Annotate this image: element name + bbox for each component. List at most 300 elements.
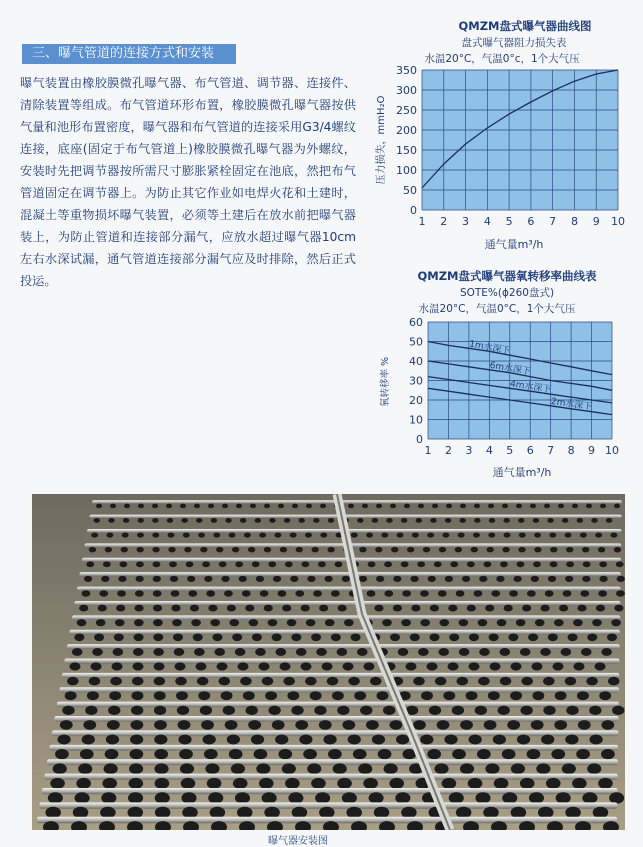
aerator-disc <box>533 561 541 567</box>
aerator-disc <box>556 792 571 803</box>
aerator-disc <box>224 590 233 597</box>
aerator-disc <box>518 547 525 553</box>
aerator-disc <box>91 662 102 670</box>
aerator-disc <box>456 590 465 597</box>
aerator-disc <box>401 619 411 626</box>
aerator-disc <box>94 634 104 642</box>
aerator-disc <box>420 735 433 745</box>
aerator-disc <box>154 691 166 700</box>
aerator-disc <box>84 576 92 582</box>
aerator-disc <box>351 634 361 642</box>
aerator-pipe <box>42 788 617 794</box>
aerator-disc <box>313 518 319 523</box>
aerator-disc <box>114 634 124 642</box>
aerator-disc <box>577 605 586 612</box>
aerator-disc <box>319 720 332 730</box>
aerator-disc <box>301 605 310 612</box>
aerator-disc <box>311 778 326 789</box>
aerator-disc <box>386 518 392 523</box>
aerator-disc <box>322 662 333 670</box>
aerator-disc <box>134 634 144 642</box>
aerator-disc <box>217 662 228 670</box>
aerator-disc <box>520 706 532 715</box>
aerator-disc <box>325 619 335 626</box>
aerator-disc <box>210 807 226 819</box>
aerator-pipe <box>92 500 622 504</box>
aerator-disc <box>532 691 544 700</box>
chart2-xlabel: 通气量m³/h <box>492 466 552 479</box>
aerator-disc <box>444 735 457 745</box>
aerator-disc <box>179 749 193 759</box>
aerator-disc <box>264 605 273 612</box>
aerator-disc <box>384 763 398 774</box>
aerator-disc <box>565 807 581 819</box>
aerator-disc <box>268 619 278 626</box>
aerator-disc <box>469 662 480 670</box>
aerator-disc <box>188 590 197 597</box>
aerator-disc <box>328 749 342 759</box>
oxygen-transfer-chart-svg <box>362 262 634 486</box>
aerator-disc <box>101 792 116 803</box>
aerator-disc <box>354 691 366 700</box>
aerator-disc <box>175 662 186 670</box>
aerator-disc <box>459 619 469 626</box>
aerator-disc <box>328 518 334 523</box>
c2-ytick-label: 60 <box>409 316 423 329</box>
aerator-disc <box>434 763 448 774</box>
aerator-disc <box>460 518 466 523</box>
aerator-disc <box>133 648 144 656</box>
aerator-disc <box>92 648 103 656</box>
aerator-disc <box>612 706 624 715</box>
aerator-disc <box>248 547 255 553</box>
aerator-disc <box>565 735 578 745</box>
aerator-disc <box>374 605 383 612</box>
aerator-disc <box>598 547 605 553</box>
aerator-disc <box>580 590 589 597</box>
aerator-disc <box>319 605 328 612</box>
aerator-disc <box>154 749 168 759</box>
c2-xtick-label: 5 <box>506 444 514 457</box>
aerator-disc <box>609 792 624 803</box>
aerator-disc <box>132 691 144 700</box>
aerator-disc <box>53 763 67 774</box>
aerator-disc <box>553 662 564 670</box>
aerator-disc <box>204 576 212 582</box>
chart2-ylabel: 氧转移率 % <box>380 356 391 408</box>
aerator-disc <box>245 605 254 612</box>
aerator-disc <box>462 576 470 582</box>
aerator-disc <box>106 532 113 537</box>
aerator-disc <box>180 504 186 509</box>
aerator-disc <box>360 706 372 715</box>
aerator-disc <box>544 504 550 509</box>
aerator-disc <box>343 662 354 670</box>
aerator-disc <box>595 532 602 537</box>
aerator-disc <box>527 590 536 597</box>
aerator-disc <box>383 706 395 715</box>
aerator-disc <box>475 706 487 715</box>
aerator-disc <box>582 792 597 803</box>
aerator-disc <box>314 706 326 715</box>
aerator-disc <box>357 648 368 656</box>
aerator-disc <box>264 807 280 819</box>
aerator-disc <box>137 532 144 537</box>
aerator-disc <box>315 792 330 803</box>
aerator-disc <box>320 532 327 537</box>
aerator-disc <box>530 504 536 509</box>
aerator-disc <box>448 662 459 670</box>
aerator-disc <box>550 561 558 567</box>
aerator-disc <box>196 662 207 670</box>
aerator-disc <box>175 677 186 686</box>
aerator-disc <box>587 634 597 642</box>
aerator-disc <box>153 634 163 642</box>
aerator-disc <box>227 605 236 612</box>
aerator-disc <box>485 763 499 774</box>
aerator-disc <box>255 648 266 656</box>
aerator-disc <box>578 720 591 730</box>
aerator-disc <box>493 735 506 745</box>
aerator-disc <box>80 749 94 759</box>
pressure-loss-chart-svg <box>362 12 634 256</box>
aerator-disc <box>595 662 606 670</box>
aerator-disc <box>599 691 611 700</box>
aerator-disc <box>468 778 483 789</box>
aerator-disc <box>351 532 358 537</box>
aerator-disc <box>531 720 544 730</box>
aerator-disc <box>129 763 143 774</box>
aerator-disc <box>259 778 274 789</box>
aerator-disc <box>154 706 166 715</box>
aerator-disc <box>242 590 251 597</box>
aerator-disc <box>283 677 294 686</box>
aerator-disc <box>535 619 545 626</box>
aerator-disc <box>73 807 89 819</box>
aerator-disc <box>540 648 551 656</box>
aerator-disc <box>608 677 619 686</box>
aerator-disc <box>135 605 144 612</box>
aerator-disc <box>565 532 572 537</box>
aerator-disc <box>318 561 326 567</box>
aerator-disc <box>131 706 143 715</box>
aerator-pipe <box>70 630 620 635</box>
aerator-disc <box>265 691 277 700</box>
aerator-disc <box>427 532 434 537</box>
aerator-disc <box>617 576 625 582</box>
aerator-disc <box>607 634 617 642</box>
aerator-disc <box>202 561 210 567</box>
section-body-text: 曝气装置由橡胶膜微孔曝气器、布气管道、调节器、连接件、清除装置等组成。布气管道环形布置，橡胶膜微孔曝气器按供气量和池形布置密度，曝气器和布气管道的连接采用G3/4螺纹连接，底座(固定于布气管道上)橡胶膜微孔曝气器为外螺纹，安装时先把调节器按所需尺寸膨胀紧栓固定在池底，然把布气管道固定在调节器上。为防止其它作业如电焊火花和土建时，混凝土等重物损坏曝气装置，必须等土建后在放水前把曝气器装上，为防止管道和连接部分漏气，应放水超过曝气器10cm左右水深试漏，通气管道连接部分漏气应及时排除，然后正式投运。 <box>20 76 356 288</box>
aerator-disc <box>285 778 300 789</box>
aerator-disc <box>231 763 245 774</box>
aerator-disc <box>256 763 270 774</box>
aerator-disc <box>413 720 426 730</box>
aerator-disc <box>155 792 170 803</box>
aerator-disc <box>168 532 175 537</box>
aerator-disc <box>391 547 398 553</box>
aerator-disc <box>287 691 299 700</box>
aerator-disc <box>269 518 275 523</box>
aerator-disc <box>497 619 507 626</box>
aerator-disc <box>370 677 381 686</box>
aerator-disc <box>191 619 201 626</box>
aerator-disc <box>596 605 605 612</box>
aerator-disc <box>57 735 70 745</box>
aerator-disc <box>518 518 524 523</box>
c1-ytick-label: 100 <box>396 164 417 177</box>
aerator-pipe <box>62 673 619 678</box>
aerator-disc <box>337 778 352 789</box>
c1-ytick-label: 300 <box>396 84 417 97</box>
aerator-disc <box>307 576 315 582</box>
aerator-disc <box>75 792 90 803</box>
aerator-disc <box>545 590 554 597</box>
aerator-disc <box>614 504 620 509</box>
aerator-disc <box>50 778 65 789</box>
aerator-disc <box>382 619 392 626</box>
aerator-disc <box>83 720 96 730</box>
aerator-disc <box>541 735 554 745</box>
aerator-disc <box>348 735 361 745</box>
aerator-disc <box>210 619 220 626</box>
aerator-disc <box>406 662 417 670</box>
aerator-disc <box>239 576 247 582</box>
aerator-disc <box>438 590 447 597</box>
aerator-disc <box>76 778 91 789</box>
aerator-disc <box>168 547 175 553</box>
aerator-disc <box>614 547 621 553</box>
aerator-disc <box>227 735 240 745</box>
aerator-disc <box>561 648 572 656</box>
aerator-disc <box>194 648 205 656</box>
c1-xtick-label: 1 <box>418 215 426 228</box>
aerator-disc <box>460 504 466 509</box>
aerator-pipe <box>72 615 620 620</box>
aerator-disc <box>235 561 243 567</box>
aerator-disc <box>155 807 171 819</box>
aerator-disc <box>450 561 458 567</box>
aerator-disc <box>519 532 526 537</box>
aerator-disc <box>432 504 438 509</box>
aerator-disc <box>413 677 424 686</box>
aerator-disc <box>479 576 487 582</box>
aerator-disc <box>466 691 478 700</box>
aerator-disc <box>353 749 367 759</box>
aerator-disc <box>259 662 270 670</box>
aerator-disc <box>45 807 61 819</box>
aerator-disc <box>459 648 470 656</box>
aerator-disc <box>299 735 312 745</box>
aerator-disc <box>364 662 375 670</box>
aerator-disc <box>483 561 491 567</box>
aerator-disc <box>187 576 195 582</box>
aerator-disc <box>101 576 109 582</box>
aerator-disc <box>155 778 170 789</box>
aerator-disc <box>598 590 607 597</box>
aerator-disc <box>446 504 452 509</box>
aerator-disc <box>153 619 163 626</box>
aerator-disc <box>333 763 347 774</box>
aerator-disc <box>577 518 583 523</box>
aerator-disc <box>393 576 401 582</box>
aerator-disc <box>554 619 564 626</box>
aerator-disc <box>237 807 253 819</box>
aerator-disc <box>96 619 106 626</box>
aerator-disc <box>438 648 449 656</box>
aerator-disc <box>504 532 511 537</box>
aerator-disc <box>229 749 243 759</box>
aerator-disc <box>77 619 87 626</box>
aerator-disc <box>510 691 522 700</box>
aerator-disc <box>478 677 489 686</box>
c2-series-label-0: 1m水深下 <box>468 339 511 357</box>
aerator-disc <box>483 807 499 819</box>
aerator-disc <box>342 576 350 582</box>
aerator-disc <box>428 576 436 582</box>
aerator-disc <box>577 691 589 700</box>
aerator-disc <box>154 677 165 686</box>
aerator-disc <box>471 547 478 553</box>
aerator-disc <box>478 619 488 626</box>
aerator-disc <box>401 518 407 523</box>
aerator-disc <box>117 590 126 597</box>
aerator-disc <box>278 504 284 509</box>
aerator-disc <box>474 504 480 509</box>
aerator-disc <box>568 634 578 642</box>
aerator-disc <box>429 706 441 715</box>
aerator-disc <box>250 504 256 509</box>
aerator-disc <box>129 778 144 789</box>
aerator-disc <box>229 619 239 626</box>
aerator-disc <box>331 590 340 597</box>
aerator-disc <box>335 561 343 567</box>
aerator-disc <box>489 634 499 642</box>
aerator-disc <box>323 735 336 745</box>
aerator-disc <box>502 504 508 509</box>
aerator-disc <box>169 561 177 567</box>
c2-series-label-2: 4m水深下 <box>509 379 552 396</box>
aerator-disc <box>563 590 572 597</box>
aerator-disc <box>178 735 191 745</box>
aerator-disc <box>87 691 99 700</box>
aerator-disc <box>290 532 297 537</box>
c1-ytick-label: 50 <box>403 184 417 197</box>
aerator-disc <box>108 706 120 715</box>
aerator-disc <box>487 547 494 553</box>
c2-xtick-label: 3 <box>465 444 473 457</box>
aerator-disc <box>514 576 522 582</box>
aerator-disc <box>583 561 591 567</box>
chart2-title: QMZM盘式曝气器氧转移率曲线表 <box>417 269 597 283</box>
aerator-disc <box>346 807 362 819</box>
aerator-disc <box>416 518 422 523</box>
aerator-disc <box>439 547 446 553</box>
aerator-disc <box>203 735 216 745</box>
aerator-disc <box>112 662 123 670</box>
aerator-disc <box>502 547 509 553</box>
aerator-disc <box>533 518 539 523</box>
chart1-plot-area <box>422 70 618 210</box>
aerator-disc <box>573 619 583 626</box>
aerator-disc <box>280 547 287 553</box>
aerator-disc <box>616 590 625 597</box>
aerator-disc <box>357 518 363 523</box>
aerator-disc <box>74 634 84 642</box>
aerator-disc <box>592 619 602 626</box>
aerator-pipe <box>75 601 621 605</box>
aerator-disc <box>171 590 180 597</box>
aerator-disc <box>273 576 281 582</box>
aerator-disc <box>204 749 218 759</box>
aerator-disc <box>182 807 198 819</box>
aerator-disc <box>417 561 425 567</box>
aerator-disc <box>342 792 357 803</box>
aerator-disc <box>452 706 464 715</box>
aerator-disc <box>458 532 465 537</box>
aerator-disc <box>402 590 411 597</box>
aerator-disc <box>255 518 261 523</box>
aerator-disc <box>305 532 312 537</box>
aerator-disc <box>214 648 225 656</box>
aerator-disc <box>206 590 215 597</box>
chart1-subtitle1: 盘式曝气器阻力损失表 <box>461 37 567 49</box>
aerator-disc <box>589 735 602 745</box>
aerator-disc <box>301 662 312 670</box>
aerator-disc <box>473 532 480 537</box>
aerator-disc <box>110 677 121 686</box>
aerator-disc <box>572 778 587 789</box>
aerator-disc <box>178 720 191 730</box>
aerator-disc <box>558 504 564 509</box>
aerator-disc <box>55 749 69 759</box>
c2-xtick-label: 8 <box>567 444 575 457</box>
aerator-disc <box>295 720 308 730</box>
aerator-disc <box>534 532 541 537</box>
aerator-disc <box>134 619 144 626</box>
aerator-disc <box>536 763 550 774</box>
aerator-disc <box>581 648 592 656</box>
aerator-disc <box>136 576 144 582</box>
aerator-disc <box>543 706 555 715</box>
aerator-disc <box>541 605 550 612</box>
aerator-disc <box>547 518 553 523</box>
aerator-disc <box>445 518 451 523</box>
aerator-disc <box>154 662 165 670</box>
aerator-disc <box>194 504 200 509</box>
aerator-disc <box>488 691 500 700</box>
aerator-disc <box>152 504 158 509</box>
aerator-disc <box>249 619 259 626</box>
aerator-disc <box>443 691 455 700</box>
chart1-xlabel: 通气量m³/h <box>484 238 544 251</box>
aerator-pipe <box>45 774 618 780</box>
aerator-disc <box>420 619 430 626</box>
aerator-disc <box>381 532 388 537</box>
aerator-disc <box>521 677 532 686</box>
aerator-pipe <box>85 543 622 547</box>
c1-xtick-label: 6 <box>527 215 535 228</box>
aerator-disc <box>103 561 111 567</box>
aerator-disc <box>89 547 96 553</box>
aerator-disc <box>213 532 220 537</box>
aerator-disc <box>532 662 543 670</box>
aerator-disc <box>238 662 249 670</box>
aerator-disc <box>611 619 621 626</box>
aerator-disc <box>469 634 479 642</box>
aerator-disc <box>610 532 617 537</box>
aerator-disc <box>208 605 217 612</box>
